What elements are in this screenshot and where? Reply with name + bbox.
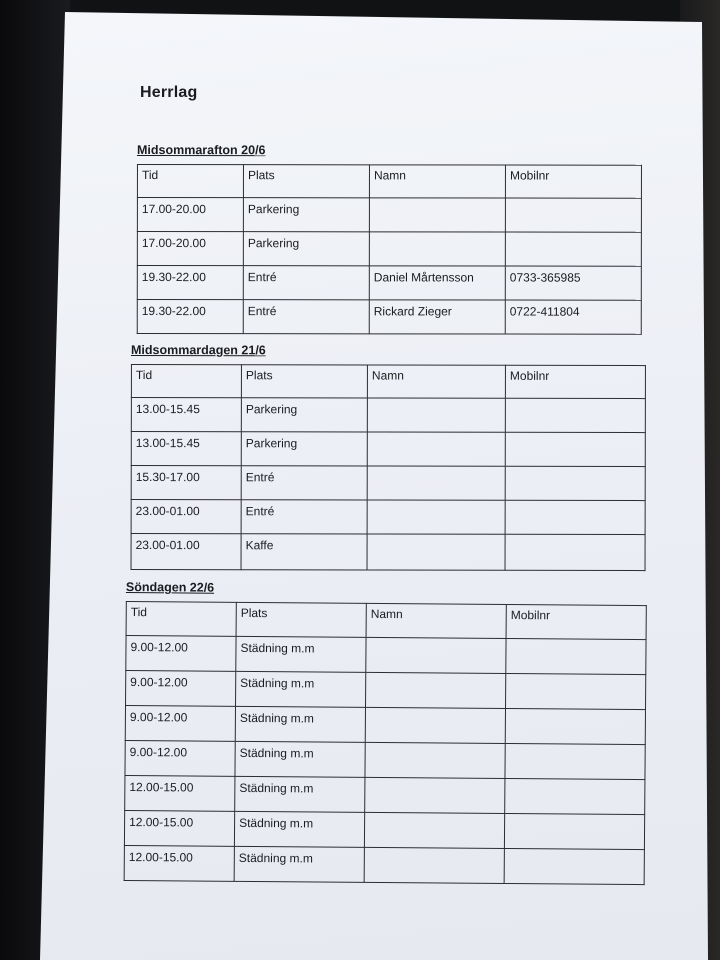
table-header-row [126, 602, 646, 640]
cell-tid: 9.00-12.00 [126, 636, 236, 672]
cell-plats: Kaffe [241, 534, 367, 570]
cell-mobilnr [505, 398, 645, 432]
table-row [125, 775, 645, 814]
column-header: Plats [243, 165, 369, 198]
cell-tid: 13.00-15.45 [131, 398, 241, 432]
schedule-table [124, 601, 647, 885]
cell-namn [365, 742, 505, 778]
cell-plats: Parkering [243, 232, 369, 266]
cell-mobilnr [505, 432, 645, 466]
table-row [137, 300, 641, 335]
cell-mobilnr [505, 708, 645, 744]
table-row [131, 466, 645, 501]
cell-plats: Parkering [243, 198, 369, 232]
cell-namn [365, 707, 505, 743]
cell-mobilnr [505, 534, 645, 570]
cell-plats: Entré [243, 266, 369, 300]
cell-plats: Städning m.m [234, 846, 364, 882]
cell-mobilnr [505, 466, 645, 500]
schedule-table [131, 364, 646, 571]
cell-tid: 9.00-12.00 [125, 740, 235, 776]
column-header: Namn [366, 603, 506, 638]
cell-plats: Städning m.m [234, 811, 364, 847]
cell-tid: 19.30-22.00 [137, 300, 243, 334]
column-header: Namn [367, 365, 505, 398]
table-header-row [131, 365, 645, 399]
cell-mobilnr [505, 500, 645, 534]
column-header: Plats [241, 365, 367, 398]
column-header: Mobilnr [506, 604, 646, 639]
table-row [125, 706, 645, 745]
section-heading: Midsommardagen 21/6 [130, 343, 266, 358]
table-row [131, 534, 645, 571]
cell-mobilnr [506, 673, 646, 709]
cell-namn [367, 398, 505, 432]
cell-mobilnr: 0722-411804 [505, 300, 641, 334]
cell-namn [367, 466, 505, 500]
cell-namn [364, 847, 504, 883]
cell-mobilnr [504, 848, 644, 884]
cell-plats: Entré [241, 500, 367, 534]
column-header: Namn [369, 165, 505, 198]
table-row [137, 232, 641, 267]
table-row [131, 398, 645, 433]
section-sondagen [124, 580, 647, 885]
cell-tid: 17.00-20.00 [137, 198, 243, 232]
cell-namn [367, 500, 505, 534]
column-header: Mobilnr [505, 365, 645, 398]
cell-plats: Städning m.m [235, 741, 365, 777]
cell-tid: 12.00-15.00 [124, 810, 234, 846]
cell-mobilnr: 0733-365985 [505, 266, 641, 300]
table-row [124, 810, 644, 849]
cell-mobilnr [504, 813, 644, 849]
cell-mobilnr [505, 778, 645, 814]
section-heading: Söndagen 22/6 [125, 580, 215, 595]
cell-namn [367, 534, 505, 570]
cell-plats: Städning m.m [235, 776, 365, 812]
table-row [137, 266, 641, 301]
cell-namn [367, 432, 505, 466]
section-midsommarafton [137, 143, 642, 335]
page-title: Herrlag [140, 84, 198, 101]
cell-mobilnr [505, 198, 641, 232]
cell-tid: 23.00-01.00 [131, 500, 241, 534]
cell-tid: 12.00-15.00 [125, 775, 235, 811]
table-row [124, 845, 644, 884]
schedule-table [137, 164, 642, 335]
cell-namn [364, 812, 504, 848]
cell-tid: 13.00-15.45 [131, 432, 241, 466]
cell-plats: Entré [241, 466, 367, 500]
table-row [131, 500, 645, 535]
cell-plats: Städning m.m [236, 636, 366, 672]
column-header: Plats [236, 602, 366, 637]
cell-mobilnr [506, 638, 646, 674]
section-midsommardagen [131, 343, 646, 571]
cell-tid: 9.00-12.00 [126, 671, 236, 707]
cell-plats: Entré [243, 300, 369, 334]
cell-mobilnr [505, 743, 645, 779]
cell-namn [369, 198, 505, 232]
table-row [126, 636, 646, 675]
cell-plats: Parkering [241, 432, 367, 466]
cell-tid: 15.30-17.00 [131, 466, 241, 500]
column-header: Tid [137, 165, 243, 198]
cell-namn: Daniel Mårtensson [369, 266, 505, 300]
column-header: Tid [126, 602, 236, 637]
cell-namn [369, 232, 505, 266]
cell-plats: Städning m.m [236, 671, 366, 707]
cell-tid: 19.30-22.00 [137, 266, 243, 300]
table-header-row [137, 165, 641, 199]
cell-namn: Rickard Zieger [369, 300, 505, 334]
table-row [126, 671, 646, 710]
cell-tid: 12.00-15.00 [124, 845, 234, 881]
cell-mobilnr [505, 232, 641, 266]
table-row [125, 740, 645, 779]
cell-plats: Parkering [241, 398, 367, 432]
cell-tid: 23.00-01.00 [131, 534, 241, 570]
cell-plats: Städning m.m [235, 706, 365, 742]
section-heading: Midsommarafton 20/6 [136, 143, 266, 158]
table-row [137, 198, 641, 233]
cell-tid: 17.00-20.00 [137, 232, 243, 266]
cell-tid: 9.00-12.00 [125, 706, 235, 742]
table-row [131, 432, 645, 467]
cell-namn [366, 672, 506, 708]
cell-namn [366, 637, 506, 673]
column-header: Tid [131, 365, 241, 398]
column-header: Mobilnr [505, 165, 641, 198]
cell-namn [365, 777, 505, 813]
